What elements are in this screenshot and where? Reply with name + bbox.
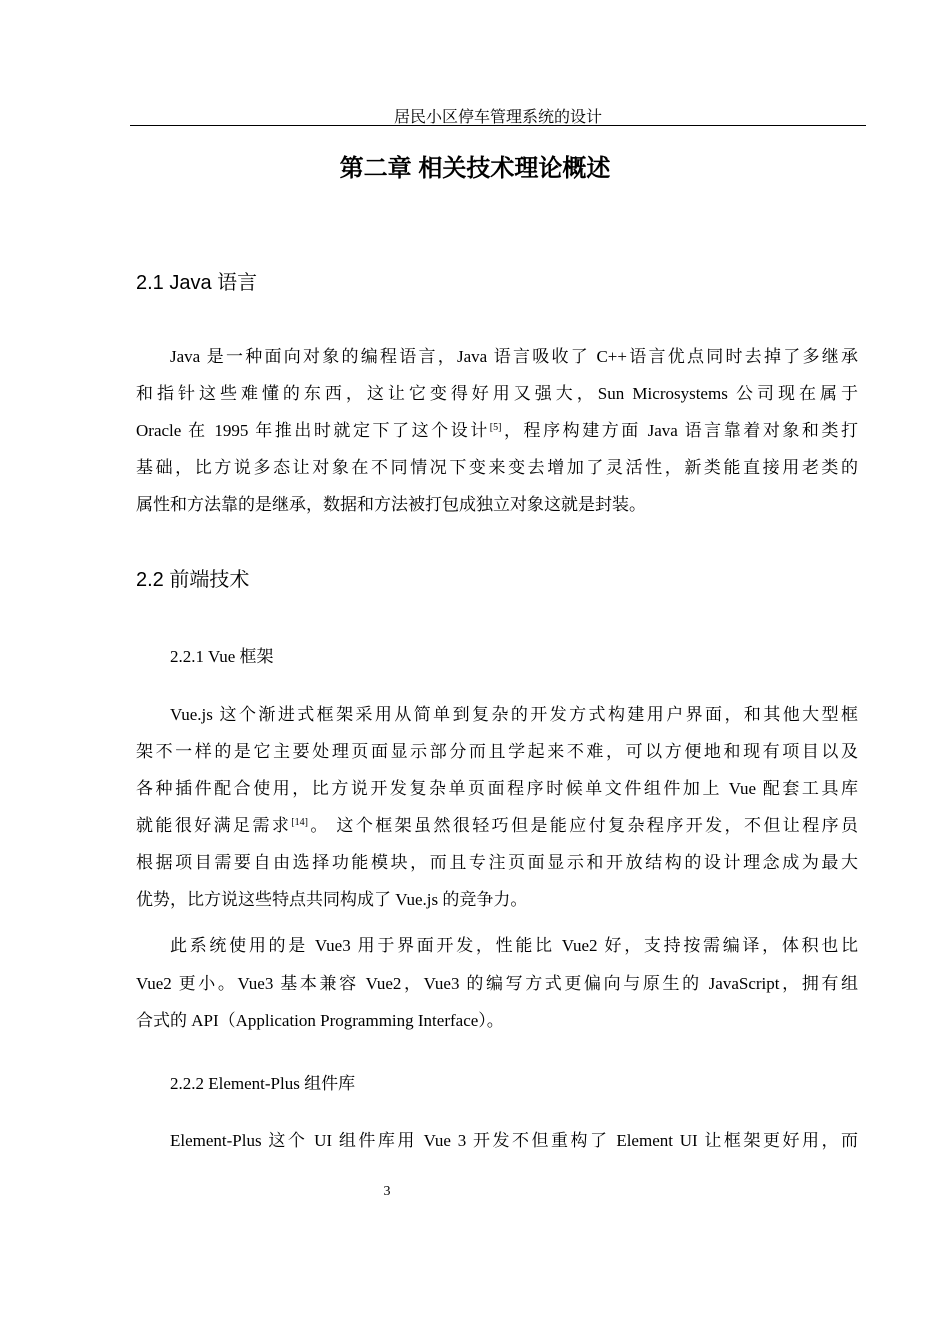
text-span: ，程序构建方面 Java 语言靠着对象和类打 (501, 421, 859, 440)
paragraph-line: 和指针这些难懂的东西，这让它变得好用又强大，Sun Microsystems 公司现在属于 (136, 384, 858, 403)
paragraph-line: 此系统使用的是 Vue3 用于界面开发，性能比 Vue2 好，支持按需编译，体积也比 (170, 936, 858, 955)
page-number: 3 (383, 1184, 391, 1199)
paragraph-line: 架不一样的是它主要处理页面显示部分而且学起来不难，可以方便地和现有项目以及 (136, 742, 858, 761)
section-heading-2-2: 2.2 前端技术 (136, 569, 250, 591)
running-header: 居民小区停车管理系统的设计 (393, 109, 602, 126)
text-span: 就能很好满足需求 (136, 816, 292, 835)
section-heading-2-1: 2.1 Java 语言 (136, 272, 258, 294)
citation: [5] (489, 422, 502, 433)
paragraph-line: 优势，比方说这些特点共同构成了 Vue.js 的竞争力。 (136, 890, 528, 909)
paragraph-line: 各种插件配合使用，比方说开发复杂单页面程序时候单文件组件加上 Vue 配套工具库 (136, 779, 858, 798)
citation: [14] (291, 817, 308, 828)
paragraph-line: 合式的 API（Application Programming Interface）。 (136, 1011, 504, 1030)
header-rule (130, 125, 866, 126)
subsection-heading-2-2-2: 2.2.2 Element-Plus 组件库 (170, 1074, 356, 1093)
chapter-title: 第二章 相关技术理论概述 (339, 155, 611, 182)
paragraph-line: 属性和方法靠的是继承，数据和方法被打包成独立对象这就是封装。 (136, 495, 646, 514)
paragraph-line: Element-Plus 这个 UI 组件库用 Vue 3 开发不但重构了 Element UI 让框架更好用，而 (170, 1131, 858, 1150)
subsection-heading-2-2-1: 2.2.1 Vue 框架 (170, 647, 274, 666)
paragraph-line: Vue2 更小。Vue3 基本兼容 Vue2，Vue3 的编写方式更偏向与原生的 JavaScript，拥有组 (136, 974, 858, 993)
paragraph-line (136, 815, 858, 837)
paragraph-line: 根据项目需要自由选择功能模块，而且专注页面显示和开放结构的设计理念成为最大 (136, 853, 858, 872)
paragraph-line: 基础，比方说多态让对象在不同情况下变来变去增加了灵活性，新类能直接用老类的 (136, 458, 858, 477)
paragraph-line: Java 是一种面向对象的编程语言，Java 语言吸收了 C++语言优点同时去掉了多继承 (170, 347, 858, 366)
text-span: Oracle 在 1995 年推出时就定下了这个设计 (136, 421, 490, 440)
paragraph-line: Vue.js 这个渐进式框架采用从简单到复杂的开发方式构建用户界面，和其他大型框 (170, 705, 858, 724)
paragraph-line (136, 420, 858, 442)
text-span: 。 这个框架虽然很轻巧但是能应付复杂程序开发，不但让程序员 (307, 816, 859, 835)
